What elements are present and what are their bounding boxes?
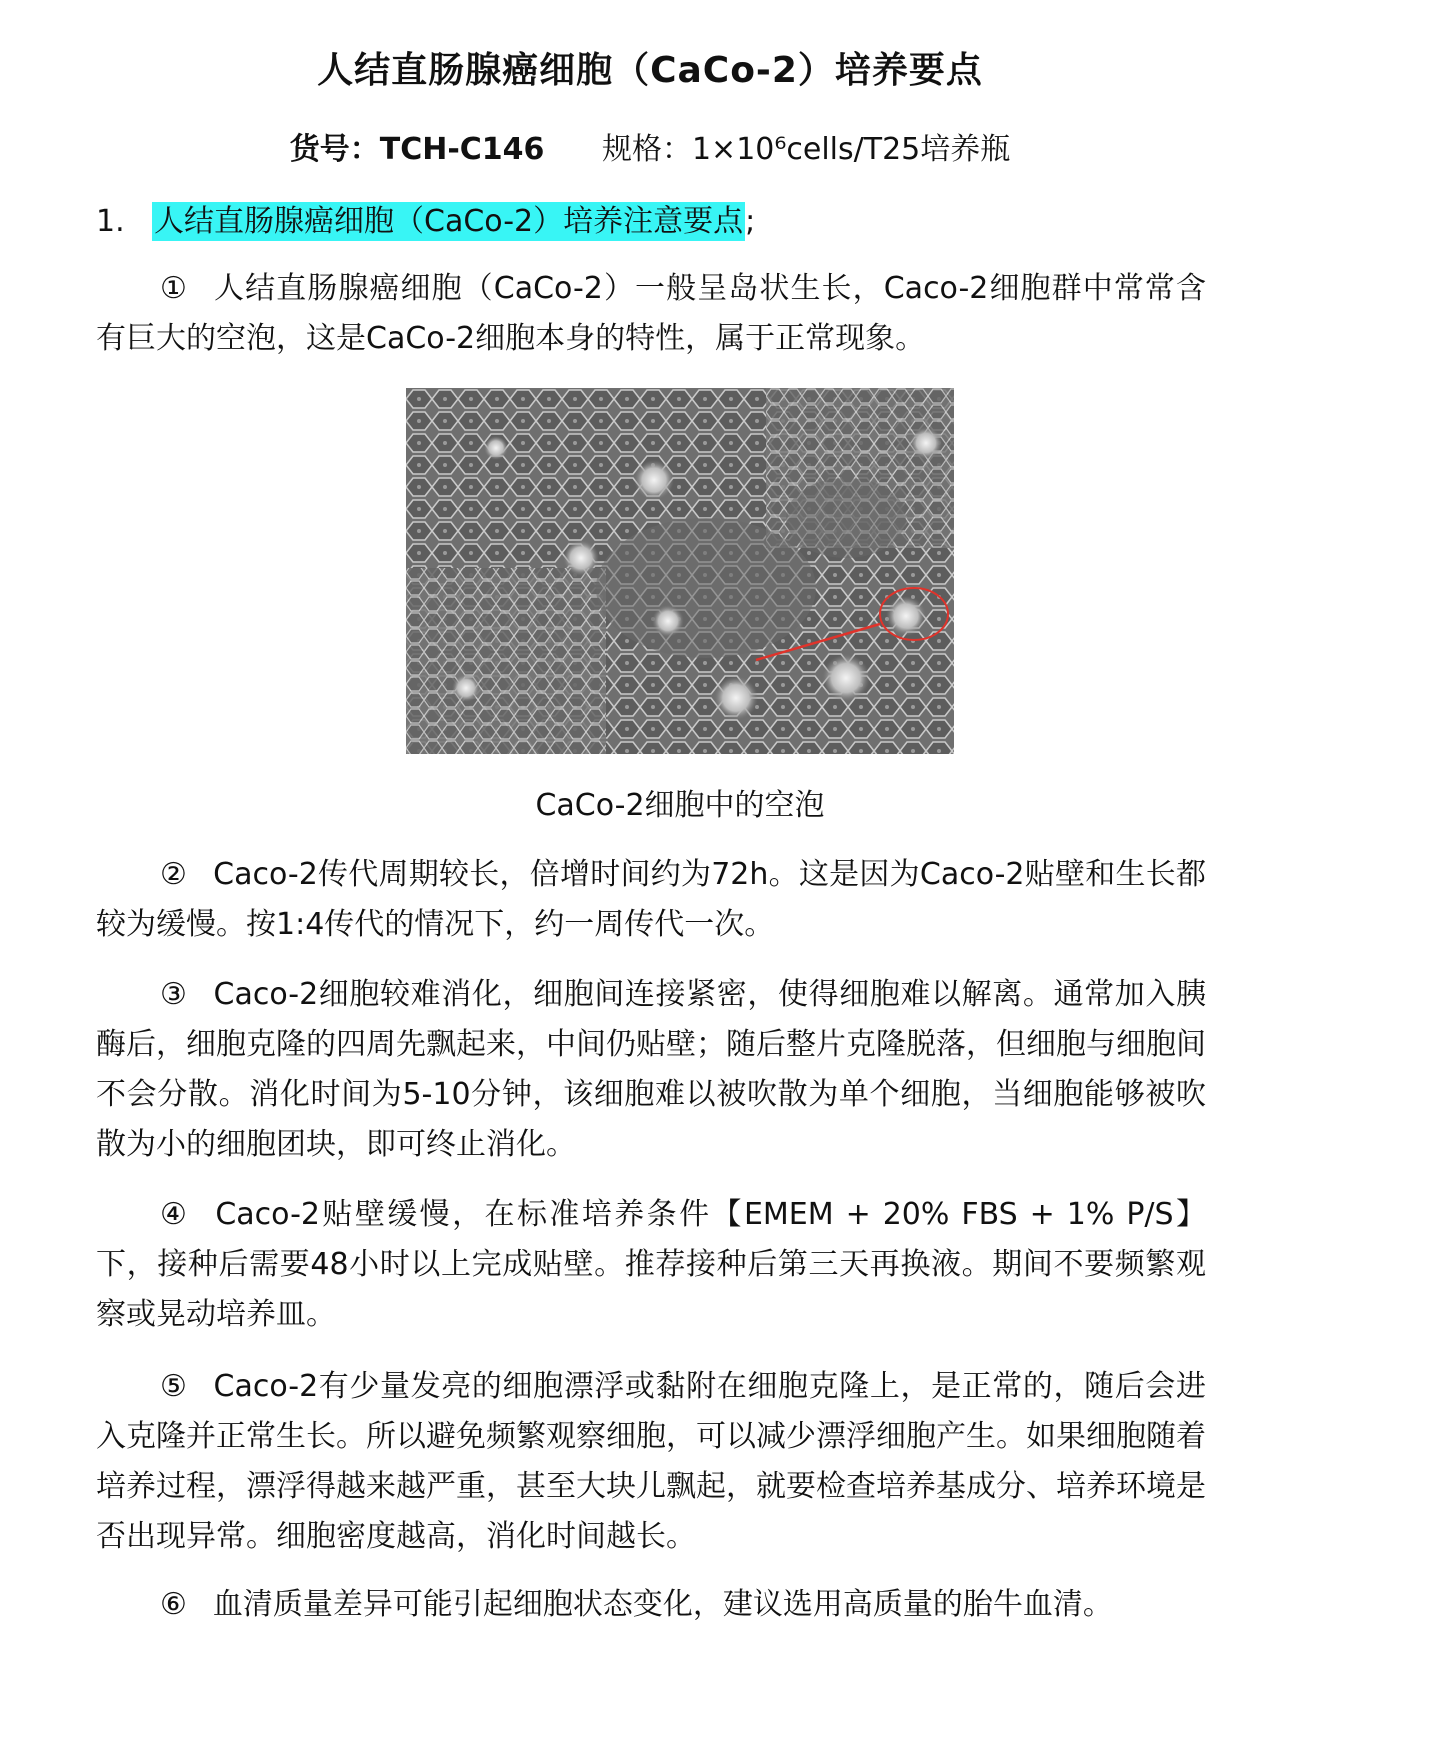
item-text: Caco-2传代周期较长，倍增时间约为72h。这是因为Caco-2贴壁和生长都较为缓慢。按1:4传代的情况下，约一周传代一次。 — [96, 857, 1206, 942]
item-marker: ⑥ — [160, 1587, 187, 1622]
note-item-1 — [96, 264, 1206, 364]
bright-cell — [714, 676, 758, 720]
item-text: 血清质量差异可能引起细胞状态变化，建议选用高质量的胎牛血清。 — [212, 1587, 1113, 1622]
section-heading — [96, 196, 755, 240]
item-text: Caco-2有少量发亮的细胞漂浮或黏附在细胞克隆上，是正常的，随后会进入克隆并正常生长。所以避免频繁观察细胞，可以减少漂浮细胞产生。如果细胞随着培养过程，漂浮得越来越严重，甚至大块儿飘起，就要检查培养基成分、培养环境是否出现异常。细胞密度越高，消化时间越长。 — [96, 1369, 1206, 1554]
note-item-3 — [96, 970, 1206, 1170]
item-text: Caco-2细胞较难消化，细胞间连接紧密，使得细胞难以解离。通常加入胰酶后，细胞克隆的四周先飘起来，中间仍贴壁；随后整片克隆脱落，但细胞与细胞间不会分散。消化时间为5-10分钟，该细胞难以被吹散为单个细胞，当细胞能够被吹散为小的细胞团块，即可终止消化。 — [96, 977, 1206, 1162]
item-text: 人结直肠腺癌细胞（CaCo-2）一般呈岛状生长，Caco-2细胞群中常常含有巨大的空泡，这是CaCo-2细胞本身的特性，属于正常现象。 — [96, 271, 1206, 356]
item-marker: ① — [160, 271, 188, 306]
note-item-6 — [96, 1580, 1206, 1630]
bright-cell — [822, 654, 870, 702]
section-heading-highlighted: 人结直肠腺癌细胞（CaCo-2）培养注意要点 — [154, 204, 744, 239]
bright-cell — [484, 436, 508, 460]
bright-cell — [652, 605, 684, 637]
bright-cell — [634, 460, 674, 500]
item-marker: ② — [160, 857, 188, 892]
catalog-number: 货号：TCH-C146 — [289, 132, 545, 167]
figure-caption: CaCo-2细胞中的空泡 — [535, 788, 825, 823]
item-marker: ⑤ — [160, 1369, 188, 1404]
bright-cell — [910, 427, 942, 459]
section-heading-suffix: ; — [745, 204, 756, 239]
bright-cell — [452, 674, 480, 702]
section-number: 1. — [96, 204, 125, 239]
document-title: 人结直肠腺癌细胞（CaCo-2）培养要点 — [317, 50, 983, 91]
note-item-2 — [96, 850, 1206, 950]
bright-cell — [563, 540, 599, 576]
item-marker: ③ — [160, 977, 188, 1012]
vacuole — [886, 596, 926, 636]
item-text: Caco-2贴壁缓慢，在标准培养条件【EMEM + 20% FBS + 1% P/S】下，接种后需要48小时以上完成贴壁。推荐接种后第三天再换液。期间不要频繁观察或晃动培养皿。 — [96, 1197, 1206, 1332]
note-item-4 — [96, 1190, 1206, 1340]
product-info — [0, 124, 1300, 168]
micrograph-svg — [406, 388, 954, 754]
item-marker: ④ — [160, 1197, 190, 1232]
note-item-5 — [96, 1362, 1206, 1562]
specification: 规格：1×10⁶cells/T25培养瓶 — [601, 132, 1011, 167]
cell-micrograph-image — [406, 388, 954, 754]
